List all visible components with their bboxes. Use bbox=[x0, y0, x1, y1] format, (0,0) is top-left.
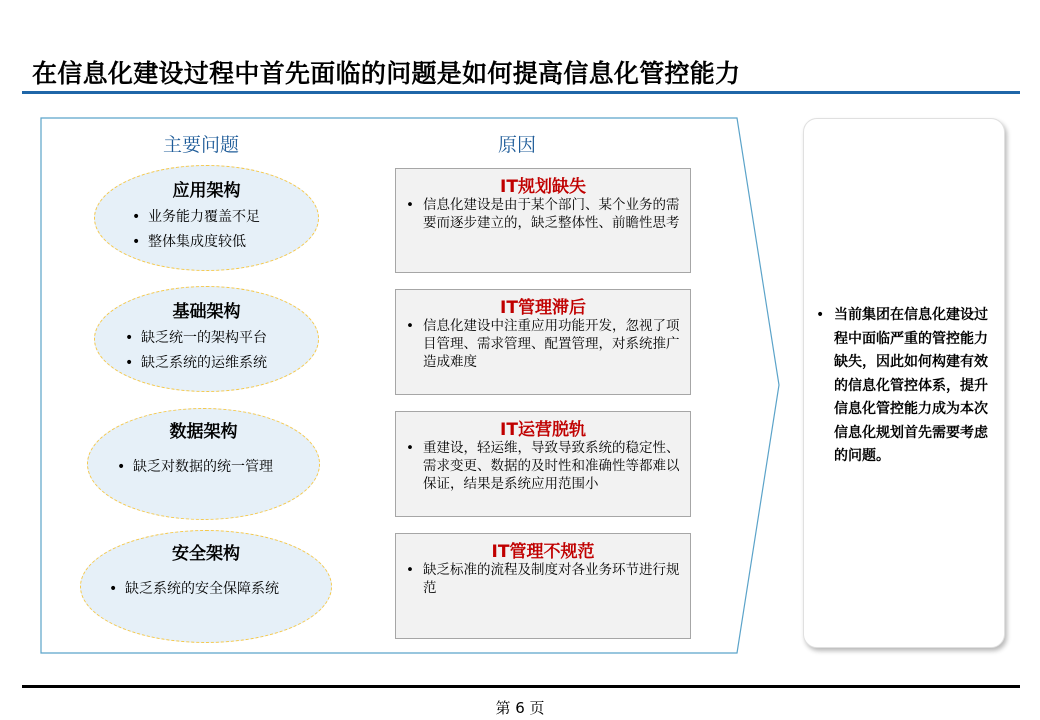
page-number: 第 6 页 bbox=[495, 699, 545, 717]
reason-text: 重建设，轻运维，导致导致系统的稳定性、需求变更、数据的及时性和准确性等都难以保证，结果是系统应用范围小 bbox=[423, 440, 680, 492]
footer-rule bbox=[22, 685, 1020, 688]
reason-box-planning: IT规划缺失 • 信息化建设是由于某个部门、某个业务的需要而逐步建立的，缺乏整体性、前瞻性思考 bbox=[395, 168, 691, 273]
reason-box-operations: IT运营脱轨 • 重建设，轻运维，导致导致系统的稳定性、需求变更、数据的及时性和准确性等都难以保证，结果是系统应用范围小 bbox=[395, 411, 691, 517]
reason-title: IT规划缺失 bbox=[500, 177, 586, 197]
problem-ellipse-security bbox=[80, 530, 332, 643]
problem-bullet: • 缺乏系统的运维系统 bbox=[125, 351, 267, 376]
problem-bullet: • 缺乏对数据的统一管理 bbox=[117, 455, 273, 480]
problem-bullet: • 业务能力覆盖不足 bbox=[132, 205, 260, 230]
problem-title: 应用架构 bbox=[172, 181, 241, 201]
problem-title: 基础架构 bbox=[172, 302, 241, 322]
problem-ellipse-application bbox=[94, 165, 319, 271]
reason-text: 信息化建设是由于某个部门、某个业务的需要而逐步建立的，缺乏整体性、前瞻性思考 bbox=[423, 197, 680, 231]
problem-bullet: • 缺乏系统的安全保障系统 bbox=[109, 577, 279, 602]
reason-text: 信息化建设中注重应用功能开发，忽视了项目管理、需求管理、配置管理，对系统推广造成难度 bbox=[423, 318, 680, 370]
problem-ellipse-infrastructure bbox=[94, 286, 319, 392]
reason-box-standards: IT管理不规范 • 缺乏标准的流程及制度对各业务环节进行规范 bbox=[395, 533, 691, 639]
reason-box-management: IT管理滞后 • 信息化建设中注重应用功能开发，忽视了项目管理、需求管理、配置管理，对系统推广造成难度 bbox=[395, 289, 691, 395]
problem-ellipse-data bbox=[87, 408, 320, 520]
problem-title: 数据架构 bbox=[169, 422, 238, 442]
reason-title: IT运营脱轨 bbox=[500, 420, 586, 440]
problem-bullet: • 整体集成度较低 bbox=[132, 230, 260, 255]
summary-text: 当前集团在信息化建设过程中面临严重的管控能力缺失，因此如何构建有效的信息化管控体系，提升信息化管控能力成为本次信息化规划首先需要考虑的问题。 bbox=[834, 307, 988, 464]
summary-panel: • 当前集团在信息化建设过程中面临严重的管控能力缺失，因此如何构建有效的信息化管控体系，提升信息化管控能力成为本次信息化规划首先需要考虑的问题。 bbox=[803, 118, 1005, 648]
problem-title: 安全架构 bbox=[172, 544, 240, 564]
reason-title: IT管理不规范 bbox=[491, 542, 595, 562]
reasons-header: 原因 bbox=[498, 134, 537, 156]
reason-text: 缺乏标准的流程及制度对各业务环节进行规范 bbox=[423, 562, 680, 596]
problems-header: 主要问题 bbox=[163, 134, 240, 156]
problem-bullet: • 缺乏统一的架构平台 bbox=[125, 326, 267, 351]
page-title: 在信息化建设过程中首先面临的问题是如何提高信息化管控能力 bbox=[32, 59, 741, 88]
reason-title: IT管理滞后 bbox=[500, 298, 586, 318]
